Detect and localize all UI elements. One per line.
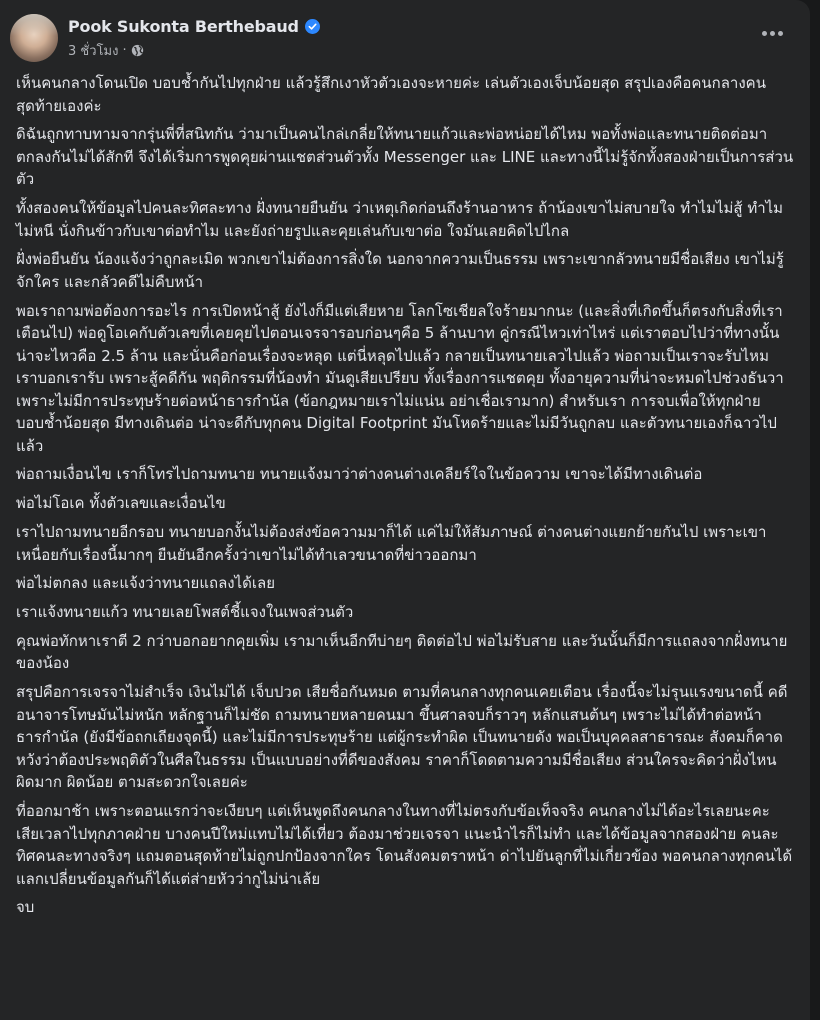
checkmark-icon: [308, 22, 317, 31]
post-paragraph: พอเราถามพ่อต้องการอะไร การเปิดหน้าสู้ ยังไงก็มีแต่เสียหาย โลกโซเชียลใจร้ายมากนะ (และสิ่งที่เกิดขึ้นก็ตรงกับสิ่งที่เราเตือนไป) พ่อดูโอเคกับตัวเลขที่เคยคุยไปตอนเจรจารอบก่อนๆคือ 5 ล้านบาท คู่กรณีไหวเท่าไหร่ แต่เราตอบไปว่าที่ทางนั้นน่าจะไหวคือ 2.5 ล้าน และนั่นคือก่อนเรื่องจะหลุด แต่นี่หลุดไปแล้ว กลายเป็นทนายเลวไปแล้ว พ่อถามเป็นเราจะรับไหม เราบอกเรารับ เพราะสู้คดีกัน พฤติกรรมที่น้องทำ มันดูเสียเปรียบ ทั้งเรื่องการแชตคุย ทั้งอายุความที่น่าจะหมดไปช่วงธันวา เพราะไม่มีการประทุษร้ายต่อหน้าธารกำนัล (ข้อกฎหมายเราไม่แน่น อย่าเชื่อเรามาก) สำหรับเรา การจบเพื่อให้ทุกฝ่ายบอบช้ำน้อยสุด มีทางเดินต่อ น่าจะดีกับทุกคน Digital Footprint มันโหดร้ายและไม่มีวันถูกลบ และตัวทนายเองก็ฉาวไปแล้ว: [16, 301, 784, 455]
globe-icon[interactable]: [131, 44, 144, 57]
post-timestamp-link[interactable]: 3 ชั่วโมง: [68, 44, 119, 59]
post-paragraph: พ่อไม่โอเค ทั้งตัวเลขและเงื่อนไข: [16, 494, 226, 513]
post-paragraph: เห็นคนกลางโดนเปิด บอบช้ำกันไปทุกฝ่าย แล้วรู้สึกเงาหัวตัวเองจะหายค่ะ เล่นตัวเองเจ็บน้อยสุด สรุปเองคือคนกลางคนสุดท้ายเองค่ะ: [16, 74, 766, 115]
post-paragraph: ฝั่งพ่อยืนยัน น้องแจ้งว่าถูกละเมิด พวกเขาไม่ต้องการสิ่งใด นอกจากความเป็นธรรม เพราะเขากลัวทนายมีชื่อเสียง เขาไม่รู้จักใคร และกลัวคดีไม่คืบหน้า: [16, 250, 784, 291]
post-paragraph: พ่อไม่ตกลง และแจ้งว่าทนายแถลงได้เลย: [16, 574, 275, 593]
post-paragraph: เราไปถามทนายอีกรอบ ทนายบอกงั้นไม่ต้องส่งข้อความมาก็ได้ แค่ไม่ให้สัมภาษณ์ ต่างคนต่างแยกย้ายกันไป เพราะเขาเหนื่อยกับเรื่องนี้มากๆ ยืนยันอีกครั้งว่าเขาไม่ได้ทำเลวขนาดที่ข่าวออกมา: [16, 523, 767, 564]
post-body: [0, 62, 810, 919]
author-name-row: [68, 17, 320, 36]
meta-separator: ·: [122, 43, 127, 58]
post-paragraph: คุณพ่อทักหาเราตี 2 กว่าบอกอยากคุยเพิ่ม เรามาเห็นอีกทีบ่ายๆ ติดต่อไป พ่อไม่รับสาย และวันนั้นก็มีการแถลงจากฝั่งทนายของน้อง: [16, 631, 788, 673]
post-paragraph: สรุปคือการเจรจาไม่สำเร็จ เงินไม่ได้ เจ็บปวด เสียชื่อกันหมด ตามที่คนกลางทุกคนเคยเตือน เรื่องนี้จะไม่รุนแรงขนาดนี้ คดีอนาจารโทษมันไม่หนัก หลักฐานก็ไม่ชัด ถามทนายหลายคนมา ขึ้นศาลจบก็ราวๆ หลักแสนต้นๆ เพราะไม่ได้ทำต่อหน้าธารกำนัล (ยังมีข้อถกเถียงจุดนี้) และไม่มีการประทุษร้าย แต่ผู้กระทำผิด เป็นทนายดัง พอเป็นบุคคลสาธารณะ สังคมก็คาดหวังว่าต้องประพฤติตัวในศีลในธรรม เป็นแบบอย่างที่ดีของสังคม ราคาก็โดดตามความมีชื่อเสียง ส่วนใครจะคิดว่าฝั่งไหนผิดมาก ผิดน้อย ตามสะดวกใจเลยค่ะ: [16, 683, 788, 792]
post-paragraph: จบ: [16, 898, 35, 917]
post-paragraph: ทั้งสองคนให้ข้อมูลไปคนละทิศละทาง ฝั่งทนายยืนยัน ว่าเหตุเกิดก่อนถึงร้านอาหาร ถ้าน้องเขาไม่สบายใจ ทำไมไม่สู้ ทำไมไม่หนี นั่งกินข้าวกับเขาต่อทำไม และยังถ่ายรูปและคุยเล่นกับเขาต่อ ใจมันเลยคิดไปไกล: [16, 199, 784, 240]
post-meta: [68, 40, 144, 61]
dot-icon: [778, 31, 783, 36]
post-paragraph: ที่ออกมาช้า เพราะตอนแรกว่าจะเงียบๆ แต่เห็นพูดถึงคนกลางในทางที่ไม่ตรงกับข้อเท็จจริง คนกลางไม่ได้อะไรเลยนะคะ เสียเวลาไปทุกภาคฝ่าย บางคนปีใหม่แทบไม่ได้เที่ยว ต้องมาช่วยเจรจา แนะนำไรก็ไม่ทำ และได้ข้อมูลจากสองฝ่าย คนละทิศคนละทางจริงๆ แถมตอนสุดท้ายไม่ถูกปกป้องจากใคร โดนสังคมตราหน้า ด่าไปยันลูกที่ไม่เกี่ยวข้อง พอคนกลางทุกคนได้แลกเปลี่ยนข้อมูลกันก็ได้แต่ส่ายหัวว่ากูไม่น่าเล้ย: [16, 802, 793, 888]
post-paragraph: เราแจ้งทนายแก้ว ทนายเลยโพสต์ชี้แจงในเพจส่วนตัว: [16, 603, 354, 622]
post-paragraph: พ่อถามเงื่อนไข เราก็โทรไปถามทนาย ทนายแจ้งมาว่าต่างคนต่างเคลียร์ใจในข้อความ เขาจะได้มีทางเดินต่อ: [16, 465, 703, 484]
avatar-photo: [10, 14, 58, 36]
post-header: [0, 0, 810, 62]
author-name-link[interactable]: Pook Sukonta Berthebaud: [68, 17, 299, 36]
dot-icon: [762, 31, 767, 36]
author-avatar[interactable]: [10, 14, 58, 62]
dot-icon: [770, 31, 775, 36]
more-options-button[interactable]: [760, 26, 784, 40]
verified-badge-icon: [305, 19, 320, 34]
globe-glyph-icon: [131, 44, 144, 57]
post-paragraph: ดิฉันถูกทาบทามจากรุ่นพี่ที่สนิทกัน ว่ามาเป็นคนไกล่เกลี่ยให้ทนายแก้วและพ่อหน่อยได้ไหม พอทั้งพ่อและทนายติดต่อมา ตกลงกันไม่ได้สักที จึงได้เริ่มการพูดคุยผ่านแชตส่วนตัวทั้ง Messenger และ LINE และทางนี้ไม่รู้จักทั้งสองฝ่ายเป็นการส่วนตัว: [16, 125, 794, 189]
